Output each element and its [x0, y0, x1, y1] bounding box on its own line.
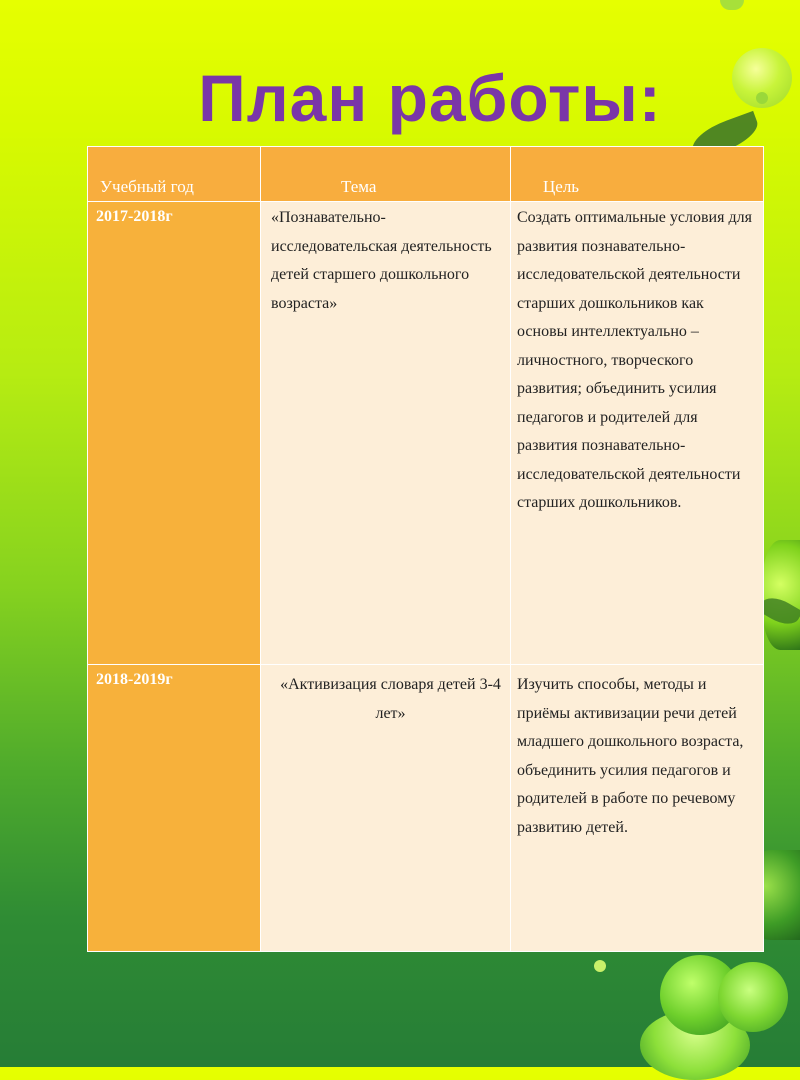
cell-goal: Изучить способы, методы и приёмы активизации речи детей младшего дошкольного возраста, объединить усилия педагогов и родителей в работе по речевому развитию детей. — [511, 665, 764, 952]
header-year: Учебный год — [88, 147, 261, 202]
decor-bubble — [594, 960, 606, 972]
cell-year: 2018-2019г — [88, 665, 261, 952]
decor-bubble — [720, 0, 744, 10]
table-row — [88, 202, 764, 665]
page-title: План работы: — [198, 61, 662, 135]
decor-bubble — [718, 962, 788, 1032]
cell-year: 2017-2018г — [88, 202, 261, 665]
header-topic: Тема — [261, 147, 511, 202]
header-goal: Цель — [511, 147, 764, 202]
cell-topic: «Познавательно-исследовательская деятельность детей старшего дошкольного возраста» — [261, 202, 511, 665]
table-row — [88, 665, 764, 952]
cell-goal: Создать оптимальные условия для развития познавательно-исследовательской деятельности старших дошкольников как основы интеллектуально – личностного, творческого развития; объединить усилия педагогов и родителей для развития познавательно-исследовательской деятельности старших дошкольников. — [511, 202, 764, 665]
decor-bubble — [762, 540, 800, 650]
cell-topic: «Активизация словаря детей 3-4 лет» — [261, 665, 511, 952]
plan-table — [87, 146, 764, 952]
table-header-row — [88, 147, 764, 202]
